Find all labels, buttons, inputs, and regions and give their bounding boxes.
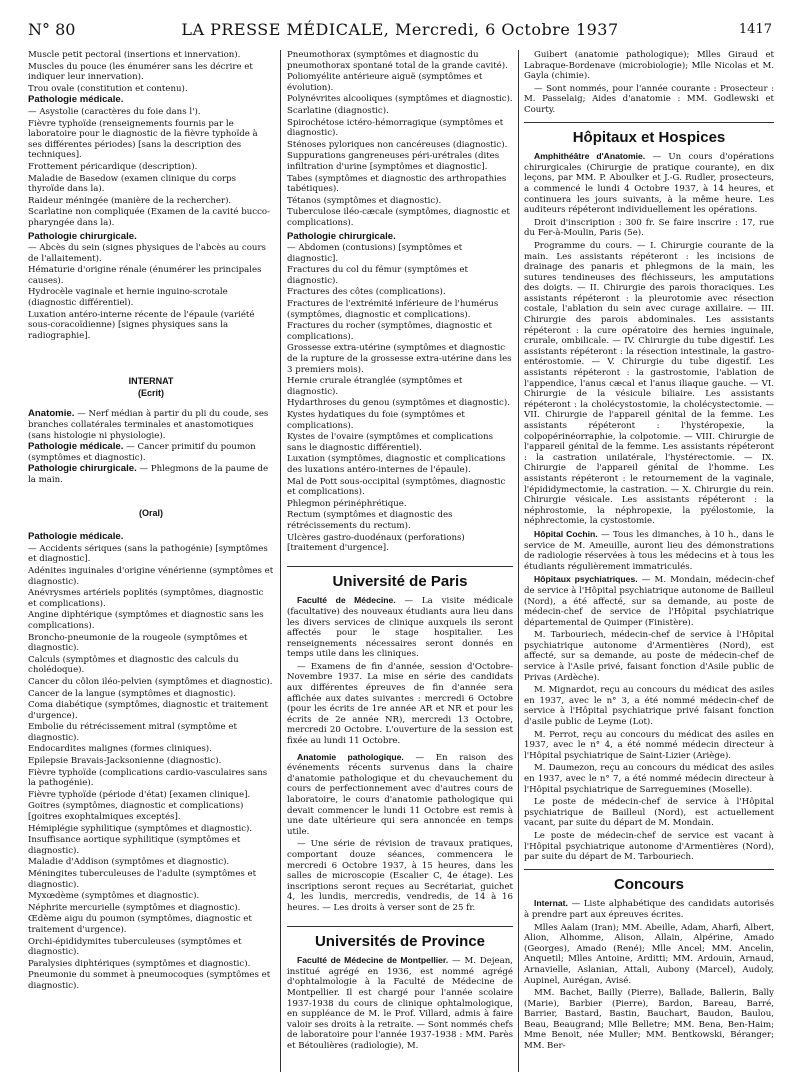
list-item: Fractures du col du fémur (symptômes et diagnostic). (287, 265, 468, 286)
list-item: Luxation (symptômes, diagnostic et complications des luxations antéro-internes de l'épaule). (287, 454, 506, 475)
paragraph: — En raison des événements récents survenus dans la chaire d'anatomie pathologique et du chevauchement du cours de perfectionnement avec d'autres cours de laboratoire, le cours d'anatomie pathologique qui devait commencer le lundi 11 Octobre est remis à une date ultérieure qui sera annoncée en temps utile. (287, 752, 513, 837)
column-3 (524, 50, 774, 1054)
list-item: Tétanos (symptômes et diagnostic). (287, 195, 442, 206)
list-item: Ulcères gastro-duodénaux (perforations) [traitement d'urgence]. (287, 532, 465, 554)
list-item: Angine diphtérique (symptômes et diagnostic sans les complications). (28, 610, 264, 631)
paragraph: M. Perrot, reçu au concours du médicat des asiles en 1937, avec le n° 4, a été nommé médecin directeur à l'Hôpital psychiatrique de Saint-Lizier (Ariège). (524, 729, 774, 761)
paragraph: — M. Dejean, institué agrégé en 1936, est nommé agrégé d'ophtalmologie à la Faculté de Médecine de Montpellier. Il est chargé pour l'année scolaire 1937-1938 du cours de clinique ophtalmologique, en suppléance de M. le Prof. Villard, admis à faire valoir ses droits à la retraite. — Sont nommés chefs de laboratoire pour l'année 1937-1938 : MM. Parès et Bétoulières (radiologie), M. (287, 956, 514, 1051)
entry-text: — Cancer primitif du poumon (symptômes et diagnostic). (28, 442, 256, 463)
internat-heading (28, 375, 274, 399)
list-item: Pneumonie du sommet à pneumocoques (symptômes et diagnostic). (28, 970, 271, 991)
paragraph: Le poste de médecin-chef de service est vacant à l'Hôpital psychiatrique autonome d'Armentières (Nord), par suite du départ de M. Tarbouriech. (524, 830, 774, 863)
list-item: Muscle petit pectoral (insertions et innervation). (28, 50, 241, 60)
paragraph: Guibert (anatomie pathologique); Mlles Giraud et Labraque-Bordenave (microbiologie); Mlle Nicolas et M. Gayla (chimie). (524, 50, 774, 82)
paragraph: — Sont nommés, pour l'année courante : Prosecteur : M. Passelaig; Aides d'anatomie : MM. Godlewski et Courty. (524, 83, 774, 115)
list-item: Tuberculose iléo-cæcale (symptômes, diagnostic et complications). (287, 207, 510, 228)
paragraph: — M. Mondain, médecin-chef de service à l'Hôpital psychiatrique autonome de Bailleul (Nord), a été affecté, sur sa demande, au poste de médecin-chef de service de l'Hôpital psychiatrique départemental de Quimper (Finistère). (524, 575, 774, 628)
list-item: Scarlatine (diagnostic). (287, 105, 389, 116)
section-heading: Anatomie. (28, 408, 75, 420)
list-item: Frottement péricardique (description). (28, 161, 198, 172)
list-item: — Accidents sériques (sans la pathogénie) [symptômes et diagnostic]. (28, 543, 268, 565)
list-item: Insuffisance aortique syphilitique (symptômes et diagnostic). (28, 835, 241, 856)
list-item: Grossesse extra-utérine (symptômes et diagnostic de la rupture de la grossesse extra-utérine dans les 3 premiers mois). (287, 343, 512, 375)
list-item: Fractures de l'extrémité inférieure de l'humérus (symptômes, diagnostic et complications). (287, 299, 499, 320)
list-item: Raideur méningée (manière de la rechercher). (28, 195, 232, 206)
list-item: Phlegmon périnéphrétique. (287, 498, 407, 509)
section-heading: Faculté de Médecine. (297, 595, 396, 606)
list-item: Néphrite mercurielle (symptômes et diagnostic). (28, 902, 241, 913)
divider (524, 122, 774, 123)
list-item: Scarlatine non compliquée (Examen de la cavité bucco-pharyngée dans la). (28, 207, 270, 228)
column-2 (287, 50, 513, 1053)
list-item: Poliomyélite antérieure aiguë (symptômes et évolution). (287, 72, 483, 93)
paragraph: — Examens de fin d'année, session d'Octobre-Novembre 1937. La mise en série des candidats aux différentes épreuves de fin d'année sera affichée aux dates suivantes : mercredi 6 Octobre (pour les écrits de 1re année AR et NR et pour les écrits de 2e année NR), mercredi 13 Octobre, mercredi 20 Octobre. L'ouverture de la session est fixée au lundi 11 Octobre. (287, 661, 513, 747)
section-heading: Hôpitaux psychiatriques. (534, 574, 638, 585)
list-item: Polynévrites alcooliques (symptômes et diagnostic). (287, 94, 513, 105)
list-item: Fièvre typhoïde (renseignements fournis par le laboratoire pour le diagnostic de la fièvre typhoïde à ses différentes périodes) [sans la description des techniques]. (28, 118, 258, 161)
list-item: Fractures du rocher (symptômes, diagnostic et complications). (287, 321, 492, 342)
list-item: Adénites inguinales d'origine vénérienne (symptômes et diagnostic). (28, 565, 274, 587)
page-header (28, 12, 772, 42)
list-item: Tabes (symptômes et diagnostic des arthropathies tabétiques). (287, 173, 507, 195)
column-divider (280, 50, 281, 1072)
paragraph: Droit d'inscription : 300 fr. Se faire inscrire : 17, rue du Fer-à-Moulin, Paris (5e). (524, 217, 774, 239)
section-heading: Faculté de Médecine de Montpellier. (297, 955, 449, 966)
list-item: Pneumothorax (symptômes et diagnostic du pneumothorax spontané total de la grande cavité). (287, 50, 508, 71)
list-item: Suppurations gangreneuses péri-urétrales (dites infiltration d'urine [symptômes et diagnostic]. (287, 151, 500, 172)
list-item: Œdème aigu du poumon (symptômes, diagnostic et traitement d'urgence). (28, 914, 252, 935)
list-item: Hydrocèle vaginale et hernie inguino-scrotale (diagnostic différentiel). (28, 287, 228, 309)
list-item: Sténoses pyloriques non cancéreuses (diagnostic). (287, 139, 508, 150)
list-item: Méningites tuberculeuses de l'adulte (symptômes et diagnostic). (28, 869, 257, 890)
list-item: Calculs (symptômes et diagnostic des calculs du cholédoque). (28, 654, 239, 676)
list-item: Broncho-pneumonie de la rougeole (symptômes et diagnostic). (28, 632, 248, 654)
paragraph: — La visite médicale (facultative) des nouveaux étudiants aura lieu dans les divers services de clinique auxquels ils seront affectés pour le stage hospitalier. Les renseignements nécessaires seront donnés en temps utile dans les cliniques. (287, 596, 513, 660)
list-item: Embolie du rétrécissement mitral (symptôme et diagnostic). (28, 722, 237, 743)
list-item: — Asystolie (caractères du foie dans l'). (28, 106, 201, 117)
paragraph: Le poste de médecin-chef de service à l'Hôpital psychiatrique de Bailleul (Nord), est actuellement vacant, par suite du départ de M. Mondain. (524, 797, 774, 829)
ecrit-subtitle: (Ecrit) (137, 388, 164, 399)
page-number: 1417 (738, 22, 772, 37)
list-item: Myxœdème (symptômes et diagnostic). (28, 891, 200, 902)
list-item: Mal de Pott sous-occipital (symptômes, diagnostic et complications). (287, 476, 506, 498)
list-item: Fièvre typhoïde (période d'état) [examen clinique]. (28, 789, 251, 800)
section-heading: Amphithéâtre d'Anatomie. (534, 151, 646, 162)
paragraph: Programme du cours. — I. Chirurgie courante de la main. Les assistants répéteront : les incisions de drainage des panaris et phlegmons de la main, les sutures tendineuses des fléchisseurs, les amputations des doigts. — II. Chirurgie des parois thoraciques. Les assistants répéteront : la pleurotomie avec résection costale, l'ablation du sein avec curage axillaire. — III. Chirurgie des parois abdominales. Les assistants répéteront : la cure opératoire des hernies inguinale, crurale, ombilicale. — IV. Chirurgie du tube digestif. Les assistants répéteront : la résection intestinale, la gastro-entérostomie. — V. Chirurgie du tube digestif. Les assistants répéteront : la gastrostomie, l'ablation de l'appendice, l'anus cæcal et l'anus iliaque gauche. — VI. Chirurgie de la vésicule biliaire. Les assistants répéteront : la cholécystostomie, la cholécystectomie. — VII. Chirurgie de l'appareil génital de la femme. Les assistants répéteront : l'hystéropexie, la colpopérinéorraphie, la colpotomie. — VIII. Chirurgie de l'appareil génital de la femme. Les assistants répéteront : la castration unilatérale, l'hystérectomie. — IX. Chirurgie de l'appareil génital de l'homme. Les assistants répéteront : le retournement de la vaginale, l'épididymectomie, la castration. — X. Chirurgie du rein. Chirurgie vésicale. Les assistants répéteront : la néphrostomie, la néphropexie, la pyélostomie, la néphrectomie, la cystostomie. (524, 240, 774, 527)
section-heading: Pathologie médicale. (28, 94, 124, 106)
list-item: Epilepsie Bravais-Jacksonienne (diagnostic). (28, 756, 222, 767)
internat-title: INTERNAT (128, 376, 174, 387)
list-item: — Abcès du sein (signes physiques de l'abcès au cours de l'allaitement). (28, 243, 266, 264)
section-heading: Anatomie pathologique. (297, 751, 404, 762)
paragraph: — Tous les dimanches, à 10 h., dans le service de M. Ameuille, auront lieu des démonstrations de radiologie réservées à tous les médecins et à tous les étudiants régulièrement immatriculés. (524, 529, 774, 572)
paragraph: — Liste alphabétique des candidats autorisés à prendre part aux épreuves écrites. (524, 899, 774, 920)
section-heading: Pathologie chirurgicale. (28, 230, 137, 242)
list-item: Coma diabétique (symptômes, diagnostic et traitement d'urgence). (28, 700, 268, 721)
paragraph: Mlles Aalam (Iran); MM. Abeille, Adam, Aharfi, Albert, Alion, Alhomme, Alison, Allain, Alpérine, Amado (Georges), Amado (René); Mlle Ancel; MM. Ancelin, Anquetil; Mlles Antoine, Arditti; MM. Ardouin, Arnaud, Arnavielle, Aslanian, Attali, Aubony (Marcel), Audoly, Aupinel, Aurégan, Avisé. (524, 922, 774, 986)
divider (287, 926, 513, 927)
list-item: Orchi-épididymites tuberculeuses (symptômes et diagnostic). (28, 936, 242, 958)
list-item: Maladie d'Addison (symptômes et diagnostic). (28, 857, 230, 868)
issue-number: N° 80 (28, 20, 76, 39)
universities-province-title: Universités de Province (314, 932, 486, 950)
paragraph: — Une série de révision de travaux pratiques, comportant douze séances, commencera le mercredi 6 Octobre 1937, à 15 heures, dans les salles de microscopie (Escalier C, 4e étage). Les inscriptions seront reçues au Secrétariat, guichet 4, les lundis, mercredis, vendredis, de 14 à 16 heures. — Les droits à verser sont de 25 fr. (287, 839, 513, 913)
list-item: Paralysies diphtériques (symptômes et diagnostic). (28, 958, 251, 969)
list-item: Muscles du pouce (les énumérer sans les décrire et indiquer leur innervation). (28, 61, 253, 83)
section-heading: Pathologie chirurgicale. (28, 463, 137, 475)
section-heading: Pathologie médicale. (28, 441, 124, 453)
list-item: Kystes de l'ovaire (symptômes et complications sans le diagnostic différentiel). (287, 432, 494, 453)
list-item: Goitres (symptômes, diagnostic et complications) [goitres exophtalmiques exceptés]. (28, 801, 244, 823)
divider (287, 566, 513, 567)
list-item: Hémiplégie syphilitique (symptômes et diagnostic). (28, 823, 253, 834)
entry-text: — Nerf médian à partir du pli du coude, ses branches collatérales terminales et anastomotiques (sans histologie ni physiologie). (28, 409, 269, 441)
paragraph: MM. Bachet, Bailly (Pierre), Ballade, Ballerin, Bally (Marie), Barbier (Pierre), Bardon, Bareau, Barré, Barrier, Bastard, Bastin, Bauchart, Baudon, Baulou, Beau, Beaugrand; Mlle Belletre; MM. Bena, Ben-Haim; Mme Benoit, née Muller; MM. Bentkowski, Béranger; MM. Ber- (524, 988, 774, 1052)
list-item: Hématurie d'origine rénale (énumérer les principales causes). (28, 265, 262, 286)
list-item: Spirochétose ictéro-hémorragique (symptômes et diagnostic). (287, 117, 504, 139)
hospitals-title: Hôpitaux et Hospices (572, 128, 726, 146)
paragraph: M. Daumezon, reçu au concours du médicat des asiles en 1937, avec le n° 7, a été nommé médecin directeur à l'Hôpital psychiatrique de Sarreguemines (Moselle). (524, 763, 774, 795)
list-item: Rectum (symptômes et diagnostic des rétrécissements du rectum). (287, 510, 453, 531)
divider (524, 869, 774, 870)
list-item: Maladie de Basedow (examen clinique du corps thyroïde dans la). (28, 173, 237, 195)
list-item: Trou ovale (constitution et contenu). (28, 83, 188, 94)
list-item: Hydarthroses du genou (symptômes et diagnostic). (287, 398, 510, 409)
list-item: Luxation antéro-interne récente de l'épaule (variété sous-coracoïdienne) [signes physiques sans la radiographie]. (28, 309, 255, 341)
list-item: Kystes hydatiques du foie (symptômes et complications). (287, 410, 465, 431)
list-item: Fractures des côtes (complications). (287, 287, 446, 298)
list-item: Hernie crurale étranglée (symptômes et diagnostic). (287, 376, 463, 397)
concours-title: Concours (613, 875, 684, 893)
list-item: — Abdomen (contusions) [symptômes et diagnostic]. (287, 243, 463, 264)
section-heading: Hôpital Cochin. (534, 528, 598, 539)
list-item: Cancer de la langue (symptômes et diagnostic). (28, 688, 236, 699)
section-heading: Pathologie chirurgicale. (287, 230, 396, 242)
section-heading: Pathologie médicale. (28, 531, 124, 543)
journal-title: LA PRESSE MÉDICALE, Mercredi, 6 Octobre 1937 (181, 20, 619, 39)
university-paris-title: Université de Paris (332, 572, 468, 590)
column-1 (28, 50, 274, 993)
oral-heading: (Oral) (138, 507, 163, 518)
column-divider (518, 50, 519, 1072)
list-item: Fièvre typhoïde (complications cardio-vasculaires sans la pathogénie). (28, 767, 268, 789)
paragraph: M. Tarbouriech, médecin-chef de service à l'Hôpital psychiatrique autonome d'Armentières (Nord), est affecté, sur sa demande, au poste de médecin-chef de service à l'Asile privé, faisant fonction d'Asile public de Privas (Ardèche). (524, 630, 774, 683)
paragraph: M. Mignardot, reçu au concours du médicat des asiles en 1937, avec le n° 3, a été nommé médecin-chef de service à l'Hôpital psychiatrique privé faisant fonction d'asile public de Leyme (Lot). (524, 685, 774, 728)
list-item: Endocardites malignes (formes cliniques). (28, 744, 212, 755)
paragraph: — Un cours d'opérations chirurgicales (Chirurgie de pratique courante), en dix leçons, par MM. P. Aboulker et J.-G. Rudler, prosecteurs, a commencé le lundi 4 Octobre 1937, à 14 heures, et continuera les jours suivants, à la même heure. Les auditeurs répéteront individuellement les opérations. (524, 152, 774, 216)
list-item: Cancer du côlon iléo-pelvien (symptômes et diagnostic). (28, 676, 273, 687)
list-item: Anévrysmes artériels poplités (symptômes, diagnostic et complications). (28, 588, 264, 609)
section-heading: Internat. (534, 898, 568, 909)
entry-text: — Phlegmons de la paume de la main. (28, 464, 269, 485)
